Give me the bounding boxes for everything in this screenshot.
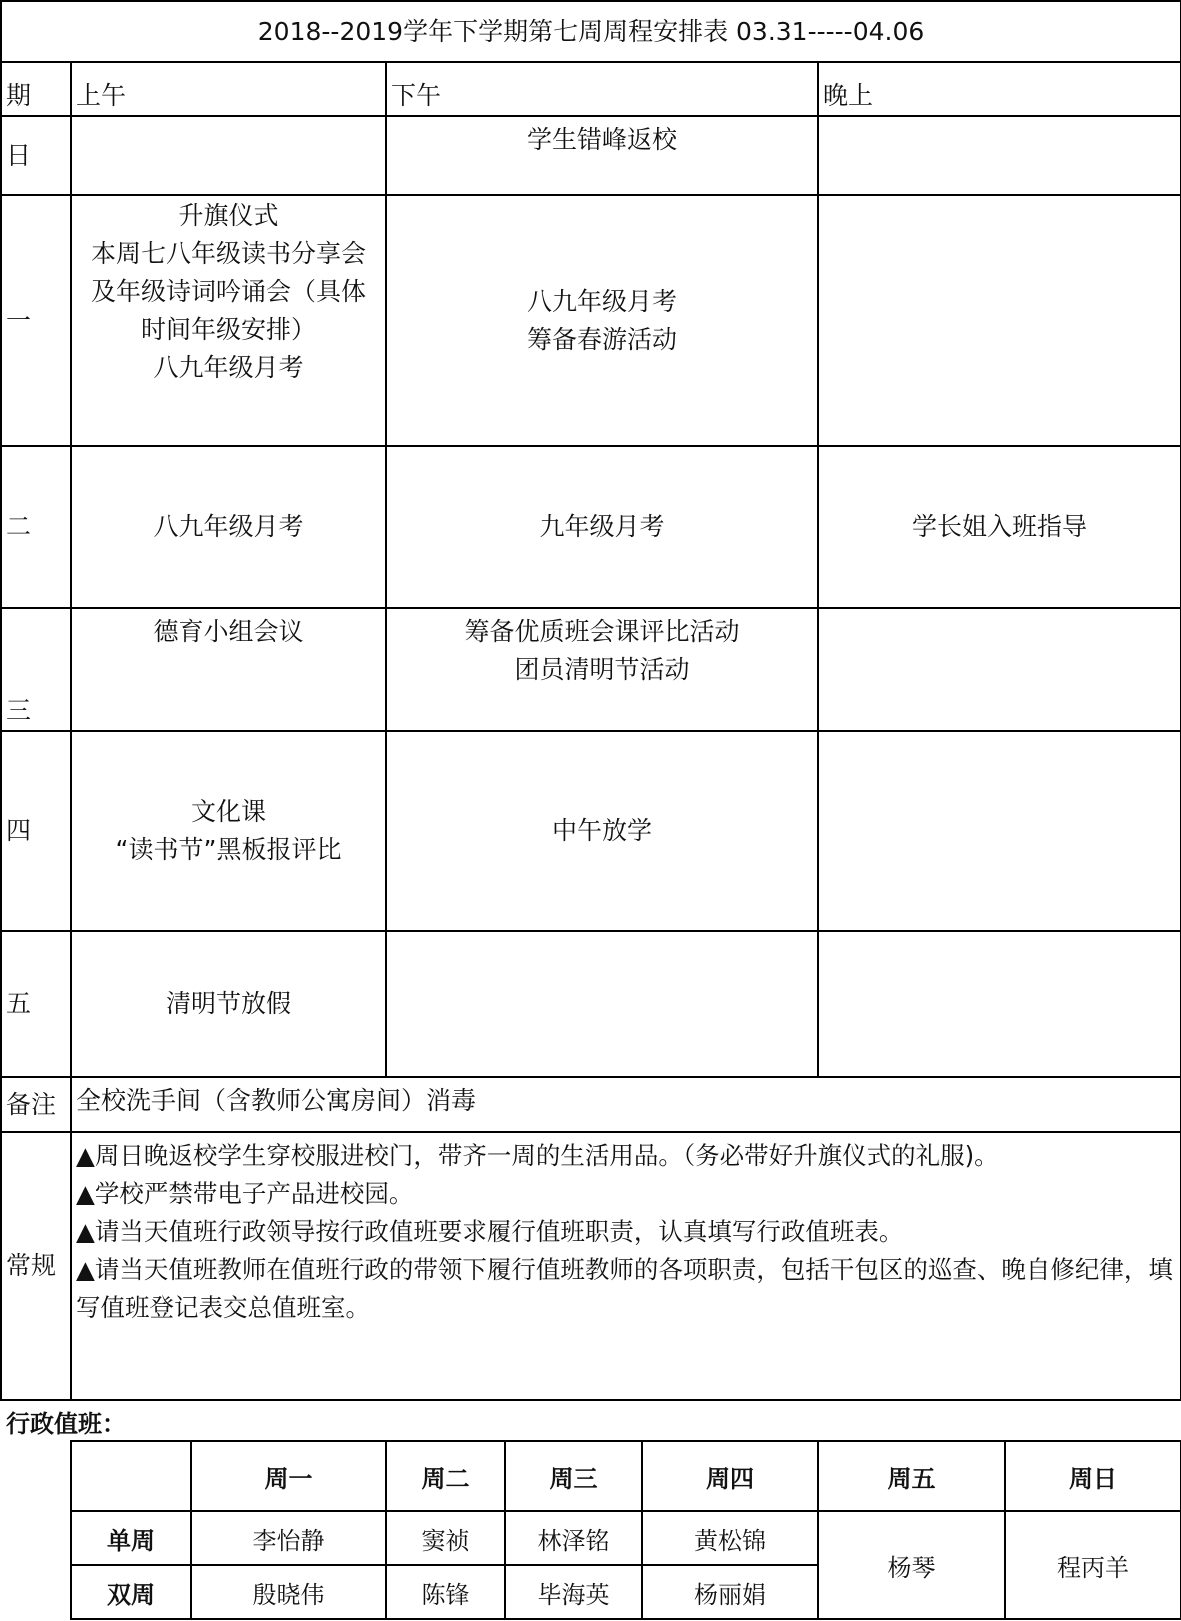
routine-item: ▲学校严禁带电子产品进校园。 bbox=[76, 1179, 414, 1208]
routine-item: ▲请当天值班教师在值班行政的带领下履行值班教师的各项职责，包括干包区的巡查、晚自修纪律，填写值班登记表交总值班室。 bbox=[76, 1255, 1173, 1322]
duty-day-wed: 周三 bbox=[505, 1441, 642, 1511]
cell-tuesday-evening bbox=[818, 446, 1181, 608]
cell-wednesday-evening bbox=[818, 608, 1181, 731]
cell-line: “读书节”黑板报评比 bbox=[115, 835, 342, 864]
cell-tuesday-morning bbox=[71, 446, 386, 608]
duty-day-tue: 周二 bbox=[386, 1441, 505, 1511]
cell-line: 升旗仪式 bbox=[178, 201, 279, 230]
duty-corner bbox=[71, 1441, 191, 1511]
day-wednesday: 三 bbox=[1, 608, 71, 731]
cell-sunday-evening bbox=[818, 116, 1181, 195]
cell-sunday-morning bbox=[71, 116, 386, 195]
cell-wednesday-morning bbox=[71, 608, 386, 731]
routine-label: 常规 bbox=[1, 1132, 71, 1400]
cell-line: 德育小组会议 bbox=[153, 617, 304, 646]
routine-list bbox=[71, 1132, 1181, 1400]
duty-single-label: 单周 bbox=[71, 1511, 191, 1565]
duty-title: 行政值班： bbox=[6, 1410, 126, 1438]
duty-day-sun: 周日 bbox=[1005, 1441, 1181, 1511]
cell-line: 文化课 bbox=[190, 797, 266, 826]
day-thursday: 四 bbox=[1, 731, 71, 931]
cell-line: 筹备春游活动 bbox=[526, 324, 677, 354]
duty-single-wed: 林泽铭 bbox=[505, 1511, 642, 1565]
duty-double-wed: 毕海英 bbox=[505, 1565, 642, 1619]
cell-line: 八九年级月考 bbox=[153, 512, 304, 541]
cell-friday-evening bbox=[818, 931, 1181, 1077]
cell-line: 中午放学 bbox=[551, 816, 652, 845]
cell-wednesday-afternoon bbox=[386, 608, 818, 731]
cell-tuesday-afternoon bbox=[386, 446, 818, 608]
day-sunday: 日 bbox=[1, 116, 71, 195]
day-tuesday: 二 bbox=[1, 446, 71, 608]
duty-double-tue: 陈锋 bbox=[386, 1565, 505, 1619]
duty-day-thu: 周四 bbox=[642, 1441, 818, 1511]
routine-item: ▲周日晚返校学生穿校服进校门，带齐一周的生活用品。（务必带好升旗仪式的礼服)。 bbox=[76, 1141, 999, 1170]
cell-line: 筹备优质班会课评比活动 bbox=[464, 617, 740, 646]
cell-line: 学长姐入班指导 bbox=[912, 512, 1088, 541]
cell-line: 八九年级月考 bbox=[153, 353, 304, 382]
cell-friday-afternoon bbox=[386, 931, 818, 1077]
header-day: 期 bbox=[1, 62, 71, 116]
cell-thursday-morning bbox=[71, 731, 386, 931]
duty-sunday: 程丙羊 bbox=[1005, 1511, 1181, 1619]
remarks-text: 全校洗手间（含教师公寓房间）消毒 bbox=[71, 1077, 1181, 1132]
header-afternoon: 下午 bbox=[386, 62, 818, 116]
cell-monday-evening bbox=[818, 195, 1181, 446]
day-monday: 一 bbox=[1, 195, 71, 446]
cell-line: 清明节放假 bbox=[165, 989, 291, 1018]
cell-monday-morning bbox=[71, 195, 386, 446]
cell-thursday-afternoon bbox=[386, 731, 818, 931]
duty-day-fri: 周五 bbox=[818, 1441, 1005, 1511]
duty-single-thu: 黄松锦 bbox=[642, 1511, 818, 1565]
duty-friday: 杨琴 bbox=[818, 1511, 1005, 1619]
schedule-title: 2018--2019学年下学期第七周周程安排表 03.31-----04.06 bbox=[1, 1, 1181, 62]
cell-line: 学生错峰返校 bbox=[526, 125, 677, 154]
cell-line: 及年级诗词吟诵会（具体 bbox=[90, 277, 366, 306]
header-morning: 上午 bbox=[71, 62, 386, 116]
duty-double-mon: 殷晓伟 bbox=[191, 1565, 386, 1619]
routine-item: ▲请当天值班行政领导按行政值班要求履行值班职责，认真填写行政值班表。 bbox=[76, 1217, 904, 1246]
cell-line: 本周七八年级读书分享会 bbox=[90, 239, 366, 268]
duty-table bbox=[70, 1440, 1181, 1620]
cell-friday-morning bbox=[71, 931, 386, 1077]
day-friday: 五 bbox=[1, 931, 71, 1077]
remarks-label: 备注 bbox=[1, 1077, 71, 1132]
cell-line: 时间年级安排） bbox=[140, 315, 316, 344]
duty-single-tue: 窦祯 bbox=[386, 1511, 505, 1565]
duty-single-mon: 李怡静 bbox=[191, 1511, 386, 1565]
duty-day-mon: 周一 bbox=[191, 1441, 386, 1511]
cell-line: 团员清明节活动 bbox=[514, 655, 690, 684]
duty-double-thu: 杨丽娟 bbox=[642, 1565, 818, 1619]
header-evening: 晚上 bbox=[818, 62, 1181, 116]
duty-double-label: 双周 bbox=[71, 1565, 191, 1619]
cell-sunday-afternoon bbox=[386, 116, 818, 195]
cell-thursday-evening bbox=[818, 731, 1181, 931]
cell-line: 九年级月考 bbox=[539, 512, 665, 541]
cell-line: 八九年级月考 bbox=[526, 286, 677, 316]
cell-monday-afternoon bbox=[386, 195, 818, 446]
